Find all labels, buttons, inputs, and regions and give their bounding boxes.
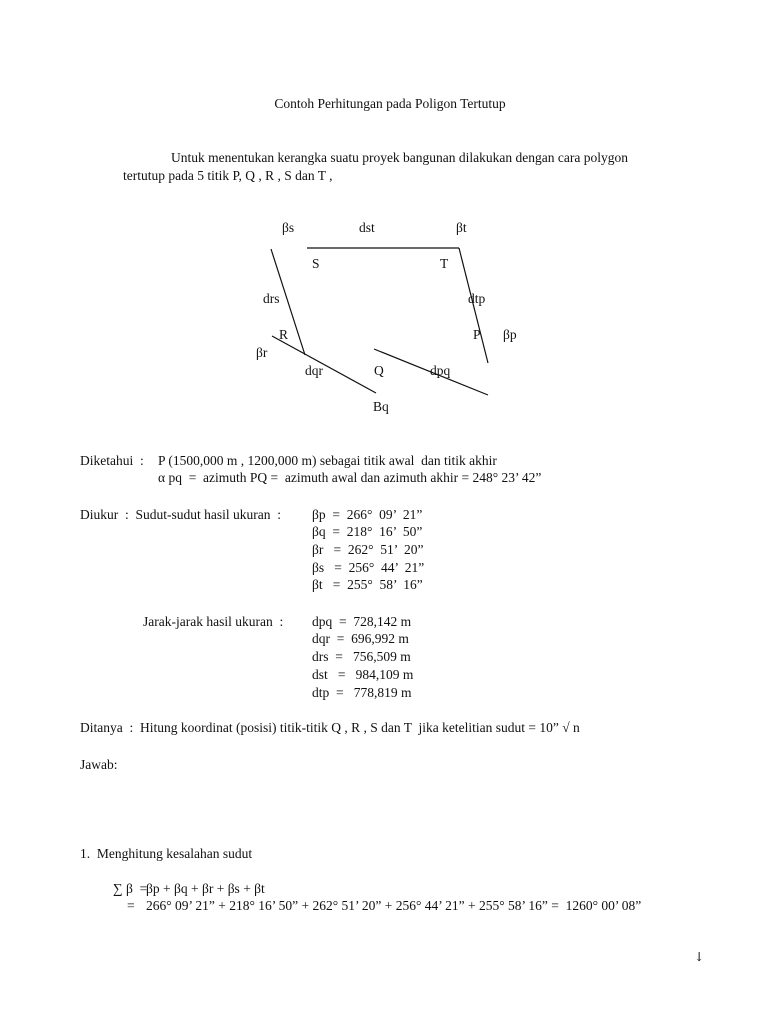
- distance-drs: drs = 756,509 m: [312, 649, 411, 664]
- diketahui-line-2: α pq = azimuth PQ = azimuth awal dan azimuth akhir = 248° 23’ 42”: [158, 470, 542, 485]
- label-beta-s: βs: [282, 220, 295, 235]
- diketahui-label: Diketahui :: [80, 453, 144, 468]
- label-point-s: S: [312, 256, 320, 271]
- side-qr: [272, 336, 376, 393]
- angle-beta-s: βs = 256° 44’ 21”: [312, 560, 425, 575]
- ditanya-line: Ditanya : Hitung koordinat (posisi) titik-titik Q , R , S dan T jika ketelitian sudut = 10” √ n: [80, 720, 580, 735]
- label-point-q: Q: [374, 363, 384, 378]
- jarak-label: Jarak-jarak hasil ukuran :: [143, 614, 284, 629]
- sum-values: 266° 09’ 21” + 218° 16’ 50” + 262° 51’ 20” + 256° 44’ 21” + 255° 58’ 16” = 1260° 00’ 08”: [146, 898, 642, 913]
- sum-symbol: ∑ β =: [113, 881, 148, 896]
- intro-line-1: Untuk menentukan kerangka suatu proyek bangunan dilakukan dengan cara polygon: [171, 150, 628, 165]
- label-drs: drs: [263, 291, 280, 306]
- angle-beta-t: βt = 255° 58’ 16”: [312, 577, 423, 592]
- distance-dpq: dpq = 728,142 m: [312, 614, 412, 629]
- diukur-label: Diukur : Sudut-sudut hasil ukuran :: [80, 507, 281, 522]
- label-dqr: dqr: [305, 363, 323, 378]
- label-beta-r: βr: [256, 345, 268, 360]
- label-point-p: P: [473, 327, 481, 342]
- distance-dqr: dqr = 696,992 m: [312, 631, 409, 646]
- sum-equals: =: [127, 898, 135, 913]
- label-dst: dst: [359, 220, 375, 235]
- label-point-r: R: [279, 327, 289, 342]
- polygon-diagram: [0, 0, 768, 440]
- jawab-label: Jawab:: [80, 757, 118, 772]
- angle-beta-r: βr = 262° 51’ 20”: [312, 542, 424, 557]
- angle-beta-q: βq = 218° 16’ 50”: [312, 524, 423, 539]
- label-dpq: dpq: [430, 363, 451, 378]
- page-title: Contoh Perhitungan pada Poligon Tertutup: [274, 96, 506, 111]
- step-1-heading: 1. Menghitung kesalahan sudut: [80, 846, 253, 861]
- distance-dtp: dtp = 778,819 m: [312, 685, 412, 700]
- distance-dst: dst = 984,109 m: [312, 667, 414, 682]
- label-beta-p: βp: [503, 327, 517, 342]
- label-dtp: dtp: [468, 291, 486, 306]
- sum-terms: βp + βq + βr + βs + βt: [146, 881, 265, 896]
- diketahui-line-1: P (1500,000 m , 1200,000 m) sebagai titik awal dan titik akhir: [158, 453, 497, 468]
- label-beta-t: βt: [456, 220, 467, 235]
- angle-beta-p: βp = 266° 09’ 21”: [312, 507, 423, 522]
- page-mark-icon: ↓: [694, 949, 705, 964]
- intro-line-2: tertutup pada 5 titik P, Q , R , S dan T ,: [123, 168, 333, 183]
- label-bq: Bq: [373, 399, 389, 414]
- label-point-t: T: [440, 256, 449, 271]
